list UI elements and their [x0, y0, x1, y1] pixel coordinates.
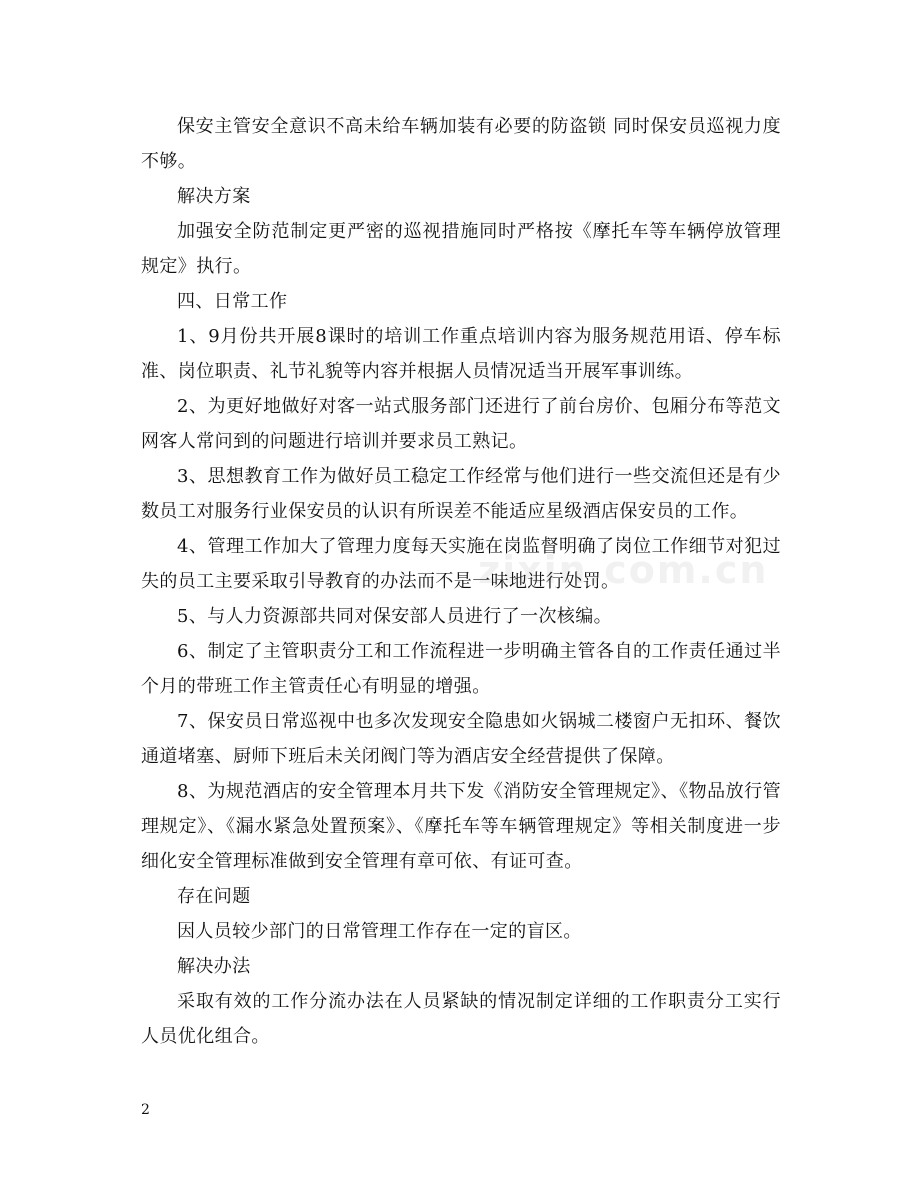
list-item: 1、9月份共开展8课时的培训工作重点培训内容为服务规范用语、停车标准、岗位职责、礼节礼貌等内容并根据人员情况适当开展军事训练。 — [141, 326, 781, 382]
list-item: 3、思想教育工作为做好员工稳定工作经常与他们进行一些交流但还是有少数员工对服务行业保安员的认识有所误差不能适应星级酒店保安员的工作。 — [141, 466, 781, 522]
list-item: 2、为更好地做好对客一站式服务部门还进行了前台房价、包厢分布等范文网客人常问到的问题进行培训并要求员工熟记。 — [141, 396, 781, 452]
section-heading: 解决办法 — [177, 956, 251, 977]
watermark: zixin.com.cn — [478, 548, 769, 592]
list-item: 5、与人力资源部共同对保安部人员进行了一次核编。 — [177, 606, 613, 627]
section-heading: 四、日常工作 — [177, 291, 288, 312]
list-item: 8、为规范酒店的安全管理本月共下发《消防安全管理规定》、《物品放行管理规定》、《漏水紧急处置预案》、《摩托车等车辆管理规定》等相关制度进一步细化安全管理标准做到安全管理有章可依、有证可查。 — [141, 781, 781, 872]
paragraph: 因人员较少部门的日常管理工作存在一定的盲区。 — [177, 921, 582, 942]
paragraph: 保安主管安全意识不高未给车辆加装有必要的防盗锁 同时保安员巡视力度不够。 — [141, 116, 781, 172]
section-heading: 存在问题 — [177, 886, 251, 907]
list-item: 7、保安员日常巡视中也多次发现安全隐患如火锅城二楼窗户无扣环、餐饮通道堵塞、厨师下班后未关闭阀门等为酒店安全经营提供了保障。 — [141, 711, 781, 767]
paragraph: 加强安全防范制定更严密的巡视措施同时严格按《摩托车等车辆停放管理规定》执行。 — [141, 221, 781, 277]
section-heading: 解决方案 — [177, 186, 251, 207]
document-body — [141, 109, 781, 1054]
list-item: 4、管理工作加大了管理力度每天实施在岗监督明确了岗位工作细节对犯过失的员工主要采取引导教育的办法而不是一味地进行处罚。 — [141, 536, 781, 592]
paragraph: 采取有效的工作分流办法在人员紧缺的情况制定详细的工作职责分工实行人员优化组合。 — [141, 991, 781, 1047]
page-number: 2 — [141, 1102, 150, 1118]
list-item: 6、制定了主管职责分工和工作流程进一步明确主管各自的工作责任通过半个月的带班工作主管责任心有明显的增强。 — [141, 641, 781, 697]
